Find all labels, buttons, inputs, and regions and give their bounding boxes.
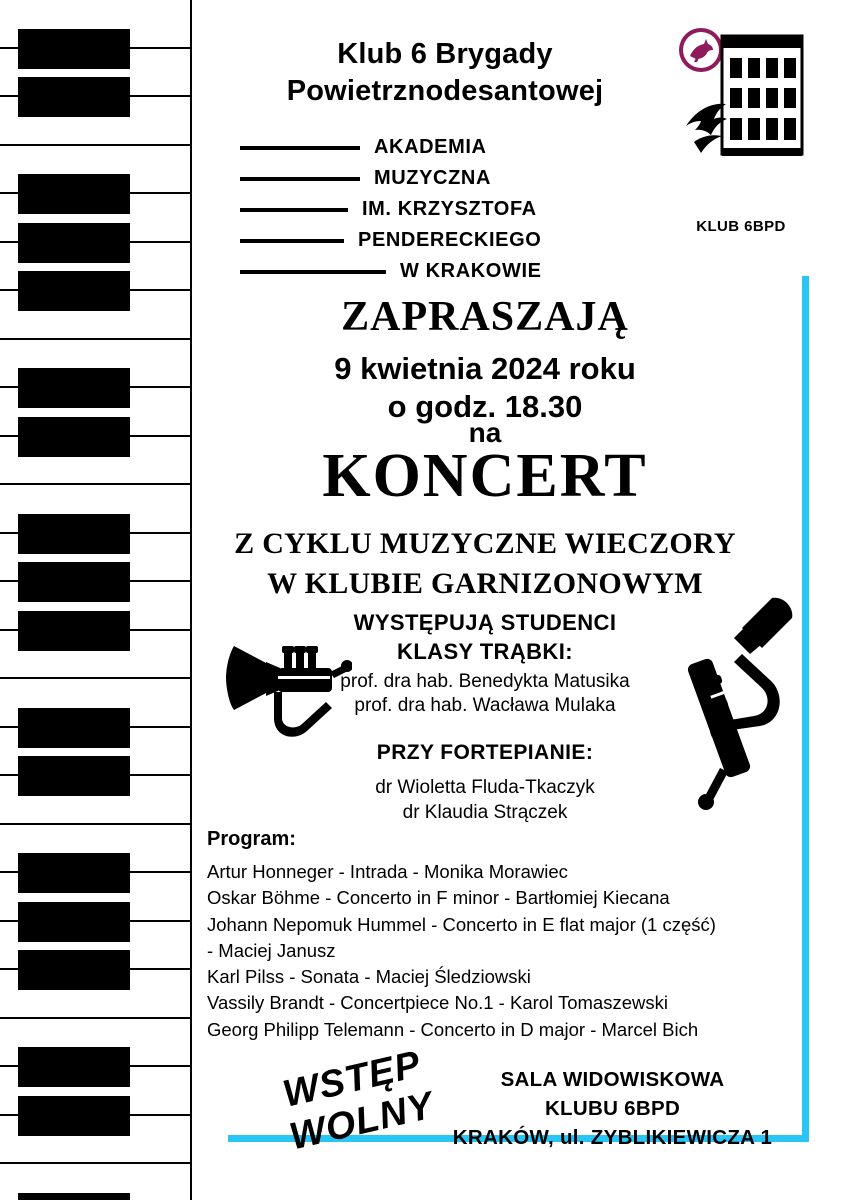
piano-heading: PRZY FORTEPIANIE: xyxy=(376,741,594,765)
academy-line-1: AKADEMIA xyxy=(374,136,487,158)
performers-heading xyxy=(250,608,720,667)
event-title: KONCERT xyxy=(322,442,648,510)
academy-line-2: MUZYCZNA xyxy=(374,167,492,189)
program-item: Georg Philipp Telemann - Concerto in D major - Marcel Bich xyxy=(207,1018,699,1040)
piano-keyboard-decoration xyxy=(0,0,192,1200)
event-series-line-2: W KLUBIE GARNIZONOWYM xyxy=(267,567,703,601)
academy-name-block xyxy=(240,132,680,287)
program-block xyxy=(207,828,787,1043)
pianists xyxy=(250,776,720,826)
club-title-line-2: Powietrznodesantowej xyxy=(286,74,604,107)
event-time-line: o godz. 18.30 xyxy=(387,388,583,424)
piano-white-key xyxy=(0,437,190,486)
academy-row xyxy=(240,132,680,163)
venue-line-2: KLUBU 6BPD xyxy=(544,1097,681,1121)
program-title: Program: xyxy=(207,828,296,850)
pianist-1: dr Wioletta Fluda-Tkaczyk xyxy=(375,777,595,799)
invitation-preposition: na xyxy=(468,417,502,448)
piano-white-key xyxy=(0,631,190,680)
piano-black-key xyxy=(18,1193,130,1200)
venue-block xyxy=(430,1065,795,1152)
event-series-line-1: Z CYKLU MUZYCZNE WIECZORY xyxy=(234,527,736,560)
program-item: Karl Pilss - Sonata - Maciej Śledziowski xyxy=(207,966,531,988)
pianist-2: dr Klaudia Strączek xyxy=(402,802,568,824)
program-item: Oskar Böhme - Concerto in F minor - Bartłomiej Kiecana xyxy=(207,887,670,909)
trumpet-teacher-1: prof. dra hab. Benedykta Matusika xyxy=(340,670,630,692)
trumpet-teacher-2: prof. dra hab. Wacława Mulaka xyxy=(354,695,616,717)
program-item: Johann Nepomuk Hummel - Concerto in E flat major (1 część) xyxy=(207,913,716,935)
performers-heading-line-1: WYSTĘPUJĄ STUDENCI xyxy=(353,610,617,635)
club-title-line-1: Klub 6 Brygady xyxy=(337,38,553,70)
piano-white-key xyxy=(0,97,190,146)
venue-line-3: KRAKÓW, ul. ZYBLIKIEWICZA 1 xyxy=(452,1126,773,1150)
academy-row xyxy=(240,163,680,194)
event-date xyxy=(200,350,770,426)
academy-row xyxy=(240,225,680,256)
program-item: - Maciej Janusz xyxy=(207,939,336,961)
academy-line-5: W KRAKOWIE xyxy=(400,260,542,282)
logo-caption: KLUB 6BPD xyxy=(696,218,786,235)
club-title xyxy=(230,36,660,109)
academy-line-4: PENDERECKIEGO xyxy=(358,229,542,251)
academy-line-3: IM. KRZYSZTOFA xyxy=(362,198,537,220)
piano-white-key xyxy=(0,1116,190,1165)
academy-rule xyxy=(240,146,360,150)
academy-rule xyxy=(240,177,360,181)
academy-row xyxy=(240,194,680,225)
performers-heading-line-2: KLASY TRĄBKI: xyxy=(397,639,573,665)
piano-white-key xyxy=(0,776,190,825)
venue-line-1: SALA WIDOWISKOWA xyxy=(500,1068,725,1091)
trumpet-teachers xyxy=(250,670,720,720)
academy-rule xyxy=(240,270,386,274)
invitation-word: ZAPRASZAJĄ xyxy=(341,294,629,340)
free-entry-stamp-text: WSTĘP WOLNY xyxy=(279,1043,438,1159)
logo-building-icon xyxy=(676,26,806,216)
academy-rule xyxy=(240,208,348,212)
piano-white-key xyxy=(0,970,190,1019)
academy-rule xyxy=(240,239,344,243)
performers-block xyxy=(250,608,720,826)
piano-white-key xyxy=(0,291,190,340)
event-date-line-1: 9 kwietnia 2024 roku xyxy=(334,351,636,386)
program-item: Artur Honneger - Intrada - Monika Morawiec xyxy=(207,861,568,882)
academy-row xyxy=(240,256,680,287)
program-item: Vassily Brandt - Concertpiece No.1 - Karol Tomaszewski xyxy=(207,992,668,1014)
club-logo xyxy=(676,26,806,244)
